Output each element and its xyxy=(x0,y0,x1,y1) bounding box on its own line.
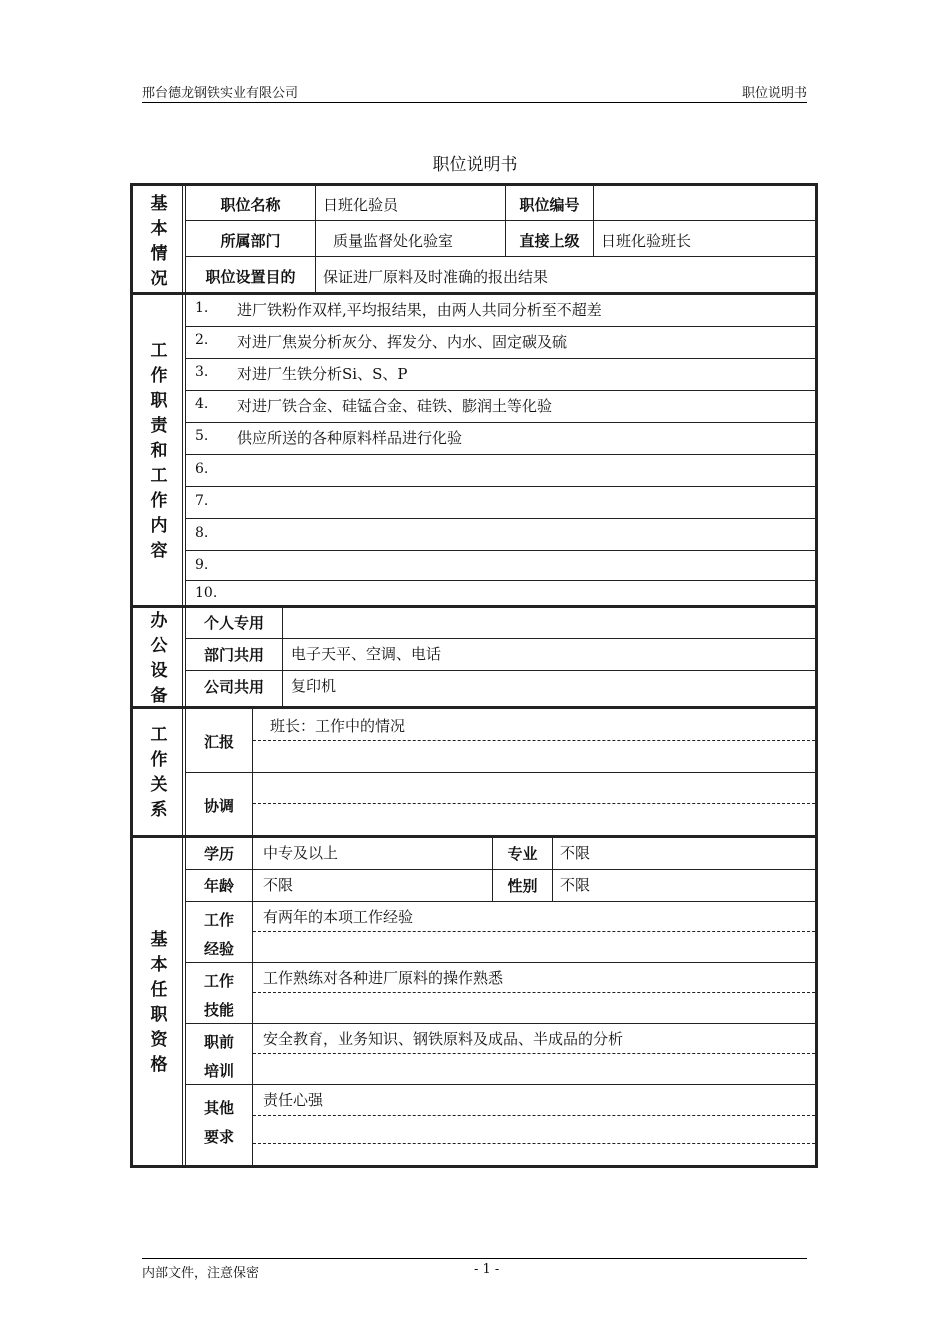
label-line: 工作 xyxy=(203,972,234,990)
position-name-value: 日班化验员 xyxy=(323,196,399,214)
label-line: 经验 xyxy=(203,940,234,958)
other-requirements-label xyxy=(186,1094,252,1152)
section-char: 关 xyxy=(150,775,168,795)
dept-use-value: 电子天平、空调、电话 xyxy=(291,645,442,663)
label-line: 技能 xyxy=(203,1001,234,1019)
section-char: 工 xyxy=(150,725,168,745)
section-char: 本 xyxy=(150,955,168,975)
education-label: 学历 xyxy=(203,845,234,863)
report-value: 班长：工作中的情况 xyxy=(270,717,406,735)
section-char: 工 xyxy=(150,341,168,361)
company-use-label: 公司共用 xyxy=(203,678,264,696)
department-label: 所属部门 xyxy=(220,232,281,250)
label-line: 培训 xyxy=(203,1062,234,1080)
section-char: 系 xyxy=(150,800,168,820)
duty-number: 4. xyxy=(195,396,209,412)
position-code-label: 职位编号 xyxy=(519,196,580,214)
major-value: 不限 xyxy=(560,844,591,862)
section-char: 格 xyxy=(150,1055,168,1075)
duty-number: 1. xyxy=(195,300,209,316)
position-name-label: 职位名称 xyxy=(220,196,281,214)
duty-number: 10. xyxy=(195,585,218,601)
section-char: 责 xyxy=(150,416,168,436)
training-label xyxy=(186,1028,252,1086)
education-value: 中专及以上 xyxy=(263,844,339,862)
section-duties xyxy=(135,339,183,564)
section-char: 职 xyxy=(150,391,168,411)
label-line: 职前 xyxy=(203,1033,234,1051)
label-line: 工作 xyxy=(203,911,234,929)
page-number: - 1 - xyxy=(474,1262,500,1277)
section-char: 公 xyxy=(150,636,168,656)
department-value: 质量监督处化验室 xyxy=(333,232,454,250)
duty-number: 8. xyxy=(195,525,209,541)
dept-use-label: 部门共用 xyxy=(203,646,264,664)
section-qualifications xyxy=(135,928,183,1078)
purpose-label: 职位设置目的 xyxy=(205,268,296,286)
duty-text: 对进厂焦炭分析灰分、挥发分、内水、固定碳及硫 xyxy=(237,333,568,351)
other-requirements-value: 责任心强 xyxy=(263,1091,324,1109)
label-line: 要求 xyxy=(203,1128,234,1146)
label-line: 其他 xyxy=(203,1099,234,1117)
company-name: 邢台德龙钢铁实业有限公司 xyxy=(142,86,299,101)
purpose-value: 保证进厂原料及时准确的报出结果 xyxy=(323,268,549,286)
section-basic-info xyxy=(135,192,183,292)
section-char: 本 xyxy=(150,219,168,239)
superior-value: 日班化验班长 xyxy=(601,232,692,250)
age-label: 年龄 xyxy=(203,877,234,895)
training-value: 安全教育，业务知识、钢铁原料及成品、半成品的分析 xyxy=(263,1030,624,1048)
page-footer xyxy=(142,1258,807,1279)
experience-label xyxy=(186,906,252,964)
header-doc-type: 职位说明书 xyxy=(741,86,807,101)
company-use-value: 复印机 xyxy=(291,677,337,695)
section-char: 情 xyxy=(150,244,168,264)
section-char: 职 xyxy=(150,1005,168,1025)
duty-number: 2. xyxy=(195,332,209,348)
job-description-form xyxy=(130,183,818,1168)
section-char: 内 xyxy=(150,516,168,536)
section-char: 备 xyxy=(150,686,168,706)
skill-label xyxy=(186,967,252,1025)
section-char: 作 xyxy=(150,491,168,511)
gender-label: 性别 xyxy=(507,877,538,895)
section-char: 办 xyxy=(150,611,168,631)
confidential-note: 内部文件，注意保密 xyxy=(142,1266,260,1281)
coordinate-label: 协调 xyxy=(203,797,234,815)
personal-use-label: 个人专用 xyxy=(203,614,264,632)
duty-number: 6. xyxy=(195,461,209,477)
section-char: 和 xyxy=(150,441,168,461)
section-relations xyxy=(135,723,183,823)
section-char: 工 xyxy=(150,466,168,486)
duty-number: 5. xyxy=(195,428,209,444)
duty-number: 9. xyxy=(195,557,209,573)
section-char: 基 xyxy=(150,194,168,214)
page-title: 职位说明书 xyxy=(432,155,518,175)
duty-text: 对进厂铁合金、硅锰合金、硅铁、膨润土等化验 xyxy=(237,397,553,415)
report-label: 汇报 xyxy=(203,733,234,751)
section-char: 基 xyxy=(150,930,168,950)
section-char: 作 xyxy=(150,750,168,770)
duty-text: 供应所送的各种原料样品进行化验 xyxy=(237,429,463,447)
duty-number: 3. xyxy=(195,364,209,380)
major-label: 专业 xyxy=(507,845,538,863)
age-value: 不限 xyxy=(263,876,294,894)
duty-number: 7. xyxy=(195,493,209,509)
section-char: 容 xyxy=(150,541,168,561)
section-char: 况 xyxy=(150,269,168,289)
section-char: 任 xyxy=(150,980,168,1000)
section-char: 设 xyxy=(150,661,168,681)
section-char: 资 xyxy=(150,1030,168,1050)
duty-text: 进厂铁粉作双样,平均报结果，由两人共同分析至不超差 xyxy=(237,301,602,319)
page-header xyxy=(142,82,807,103)
duty-text: 对进厂生铁分析Si、S、P xyxy=(237,365,408,383)
section-equipment xyxy=(135,609,183,709)
skill-value: 工作熟练对各种进厂原料的操作熟悉 xyxy=(263,969,504,987)
section-char: 作 xyxy=(150,366,168,386)
experience-value: 有两年的本项工作经验 xyxy=(263,908,414,926)
gender-value: 不限 xyxy=(560,876,591,894)
superior-label: 直接上级 xyxy=(519,232,580,250)
